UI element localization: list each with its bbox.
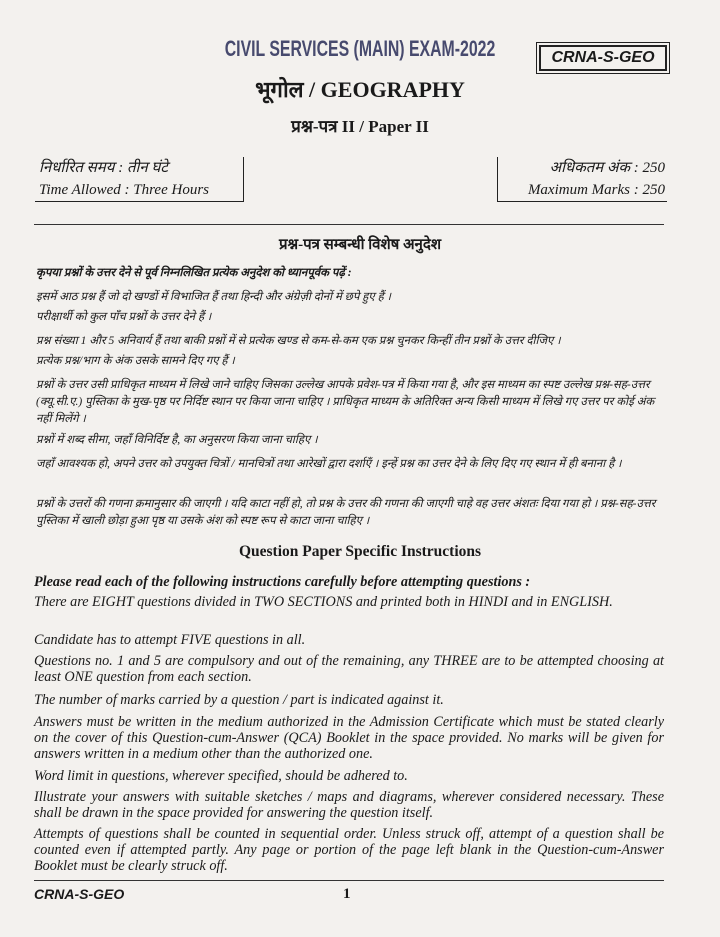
divider-bottom (34, 880, 664, 881)
hindi-line: परीक्षार्थी को कुल पाँच प्रश्नों के उत्तर देने हैं । (36, 311, 212, 323)
hindi-line: प्रश्न संख्या 1 और 5 अनिवार्य हैं तथा बाकी प्रश्नों में से प्रत्येक खण्ड से कम-से-कम एक प्रश्न चुनकर किन्हीं तीन प्रश्नों के उत्तर दीजिए । (36, 335, 561, 347)
footer-paper-code: CRNA-S-GEO (34, 886, 125, 902)
hindi-line: प्रश्नों के उत्तर उसी प्राधिकृत माध्यम में लिखे जाने चाहिए जिसका उल्लेख आपके प्रवेश-पत्र में किया गया है, और इस माध्यम का स्पष्ट उल्लेख प्रश्न-सह-उत्तर (क्यू.सी.ए.) पुस्तिका के मुख-पृष्ठ पर निर्दिष्ट स्थान पर किया जाना चाहिए । प्राधिकृत माध्यम के अतिरिक्त अन्य किसी माध्यम में लिखे गए उत्तर पर कोई अंक नहीं मिलेंगे । (36, 379, 655, 425)
hindi-line: प्रश्नों के उत्तरों की गणना क्रमानुसार की जाएगी । यदि काटा नहीं हो, तो प्रश्न के उत्तर की गणना की जाएगी चाहे वह उत्तर अंशतः दिया गया हो । प्रश्न-सह-उत्तर पुस्तिका में खाली छोड़ा हुआ पृष्ठ या उसके अंश को स्पष्ट रूप से काटा जाना चाहिए । (36, 498, 656, 527)
english-line: Answers must be written in the medium authorized in the Admission Certificate which must be stated clearly on the cover of this Question-cum-Answer (QCA) Booklet in the space provided. No marks will be given for answers written in a medium other than the authorized one. (34, 714, 664, 762)
time-english: Time Allowed : Three Hours (39, 182, 210, 198)
english-line: Word limit in questions, wherever specified, should be adhered to. (34, 768, 408, 784)
english-line: Attempts of questions shall be counted in sequential order. Unless struck off, attempt of a question shall be counted even if attempted partly. Any page or portion of the page left blank in the Question-cum-Answer Booklet must be clearly struck off. (34, 826, 664, 874)
paper-code-box: CRNA-S-GEO (539, 45, 667, 71)
english-line: Illustrate your answers with suitable sketches / maps and diagrams, wherever considered necessary. These shall be drawn in the space provided for answering the question itself. (34, 789, 664, 821)
divider-top (34, 224, 664, 225)
english-line: Questions no. 1 and 5 are compulsory and out of the remaining, any THREE are to be attempted choosing at least ONE question from each section. (34, 653, 664, 685)
hindi-line: प्रश्नों में शब्द सीमा, जहाँ विनिर्दिष्ट है, का अनुसरण किया जाना चाहिए । (36, 434, 318, 446)
marks-hindi: अधिकतम अंक : 250 (549, 160, 665, 176)
english-instructions-heading: Question Paper Specific Instructions (238, 543, 482, 560)
english-line: The number of marks carried by a question / part is indicated against it. (34, 692, 444, 708)
page-number: 1 (343, 886, 351, 902)
hindi-lead-line: कृपया प्रश्नों के उत्तर देने से पूर्व निम्नलिखित प्रत्येक अनुदेश को ध्यानपूर्वक पढ़ें : (36, 267, 352, 279)
time-hindi: निर्धारित समय : तीन घंटे (39, 160, 168, 176)
hindi-line: इसमें आठ प्रश्न हैं जो दो खण्डों में विभाजित हैं तथा हिन्दी और अंग्रेज़ी दोनों में छपे हुए हैं । (36, 291, 391, 303)
hindi-line: प्रत्येक प्रश्न/भाग के अंक उसके सामने दिए गए हैं । (36, 355, 235, 367)
subject-title: भूगोल / GEOGRAPHY (255, 77, 465, 102)
english-line: There are EIGHT questions divided in TWO SECTIONS and printed both in HINDI and in ENGLISH. (34, 594, 613, 610)
english-lead-line: Please read each of the following instructions carefully before attempting questions : (34, 574, 531, 590)
marks-english: Maximum Marks : 250 (527, 182, 665, 198)
time-allowed-box (35, 157, 244, 202)
english-line: Candidate has to attempt FIVE questions in all. (34, 632, 306, 648)
paper-number: प्रश्न-पत्र II / Paper II (291, 117, 429, 136)
exam-title: CIVIL SERVICES (MAIN) EXAM-2022 (224, 36, 496, 61)
max-marks-box (497, 157, 667, 202)
hindi-line: जहाँ आवश्यक हो, अपने उत्तर को उपयुक्त चित्रों / मानचित्रों तथा आरेखों द्वारा दर्शाएँ । इन्हें प्रश्न का उत्तर देने के लिए दिए गए स्थान में ही बनाना है । (36, 458, 622, 470)
hindi-instructions-heading: प्रश्न-पत्र सम्बन्धी विशेष अनुदेश (278, 237, 442, 253)
